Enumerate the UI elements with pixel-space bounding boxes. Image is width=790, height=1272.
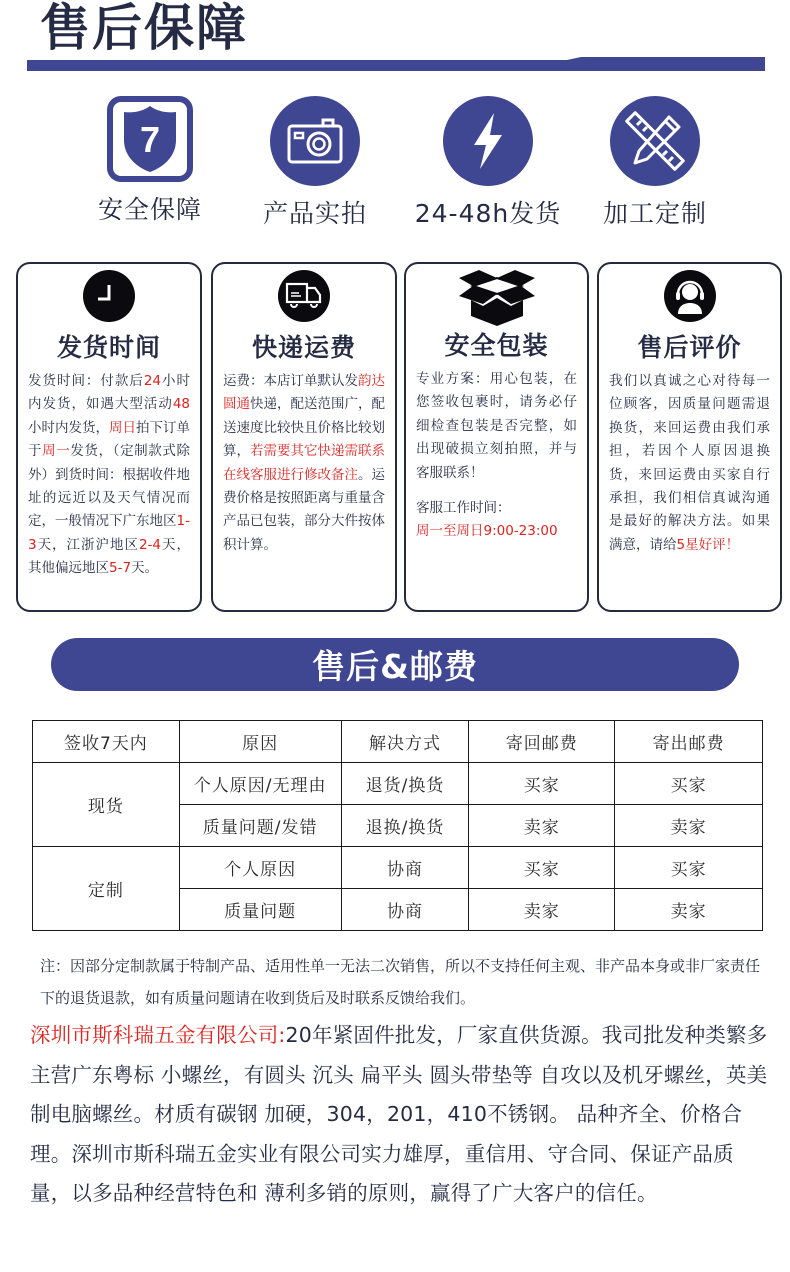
send-fee-cell: 卖家 — [615, 889, 763, 931]
feature-real-photo — [225, 96, 405, 230]
header-cell: 寄回邮费 — [469, 721, 615, 763]
send-fee-cell: 卖家 — [615, 805, 763, 847]
solution-cell: 协商 — [341, 847, 469, 889]
header-cell: 寄出邮费 — [615, 721, 763, 763]
reason-cell: 个人原因/无理由 — [179, 763, 341, 805]
card-title: 快递运费 — [251, 333, 356, 362]
feature-label: 24-48h发货 — [414, 199, 562, 228]
header-cell: 解决方式 — [341, 721, 469, 763]
card-shipping-time — [16, 262, 202, 612]
return-fee-cell: 卖家 — [469, 805, 615, 847]
card-review — [597, 262, 782, 612]
company-name: 深圳市斯科瑞五金有限公司: — [30, 1023, 286, 1047]
feature-label: 产品实拍 — [262, 199, 367, 228]
card-body: 发货时间：付款后24小时内发货，如遇大型活动48小时内发货，周日拍下订单于周一发货，（定制款式除外）到货时间：根据收件地址的远近以及天气情况而定，一般情况下广东地区1-3天，江浙沪地区2-4天，其他偏远地区5-7天。 — [28, 373, 191, 577]
shield-7-icon — [107, 96, 193, 182]
lightning-icon — [443, 96, 533, 186]
service-hours-value: 周一至周日9:00-23:00 — [416, 523, 558, 540]
reason-cell: 质量问题 — [179, 889, 341, 931]
card-body: 我们以真诚之心对待每一位顾客，因质量问题需退换货，来回运费由我们承担，若因个人原因退换货，来回运费由买家自行承担，我们相信真诚沟通是最好的解决方法。如果满意，请给5星好评！ — [609, 373, 770, 553]
header-cell: 签收7天内 — [33, 721, 180, 763]
company-description: 20年紧固件批发，厂家直供货源。我司批发种类繁多 主营广东粤标 小螺丝，有圆头 沉头 扁平头 圆头带垫等 自攻以及机牙螺丝，英美制电脑螺丝。材质有碳钢 加硬，304，201，410不锈钢。 品种齐全、价格合理。深圳市斯科瑞五金实业有限公司实力雄厚，重信用、守合同、保证产品质量，以多品种经营特色和 薄利多销的原则，赢得了广大客户的信任。 — [30, 1023, 768, 1205]
title-underline-bar — [27, 57, 765, 71]
send-fee-cell: 买家 — [615, 847, 763, 889]
reason-cell: 质量问题/发错 — [179, 805, 341, 847]
card-body: 专业方案：用心包装，在您签收包裹时，请务必仔细检查包装是否完整，如出现破损立刻拍照，并与客服联系！ 客服工作时间： 周一至周日9:00-23:00 — [406, 368, 587, 544]
company-intro — [30, 1016, 770, 1214]
card-body: 运费：本店订单默认发韵达圆通快递，配送范围广，配送速度比较快且价格比较划算，若需要其它快递需联系在线客服进行修改备注。运费价格是按照距离与重量含产品已包装，部分大件按体积计算。 — [223, 373, 385, 553]
card-title: 安全包装 — [444, 331, 549, 360]
return-fee-cell: 卖家 — [469, 889, 615, 931]
feature-label: 安全保障 — [97, 195, 202, 224]
card-title: 发货时间 — [56, 333, 161, 362]
clock-icon — [83, 270, 135, 322]
card-title: 售后评价 — [637, 333, 742, 362]
card-shipping-fee — [211, 262, 397, 612]
table-row — [33, 847, 763, 889]
camera-icon — [270, 96, 360, 186]
section-banner-title: 售后&邮费 — [312, 647, 478, 686]
solution-cell: 协商 — [341, 889, 469, 931]
solution-cell: 退换/换货 — [341, 805, 469, 847]
package-box-icon — [457, 270, 537, 326]
customer-service-icon — [664, 270, 716, 322]
return-fee-cell: 买家 — [469, 763, 615, 805]
reason-cell: 个人原因 — [179, 847, 341, 889]
card-packaging — [404, 262, 589, 612]
send-fee-cell: 买家 — [615, 763, 763, 805]
table-header-row — [33, 721, 763, 763]
feature-label: 加工定制 — [602, 199, 707, 228]
return-fee-cell: 买家 — [469, 847, 615, 889]
feature-shipping-time — [398, 96, 578, 230]
ruler-pencil-icon — [610, 96, 700, 186]
section-banner — [51, 638, 739, 691]
svg-text:7: 7 — [139, 119, 161, 160]
service-hours-label: 客服工作时间： — [416, 500, 511, 517]
feature-row — [0, 96, 790, 236]
feature-custom — [565, 96, 745, 230]
feature-safety — [60, 96, 240, 226]
page-title: 售后保障 — [40, 0, 248, 57]
disclaimer-note: 注：因部分定制款属于特制产品、适用性单一无法二次销售，所以不支持任何主观、非产品本身或非厂家责任下的退货退款，如有质量问题请在收到货后及时联系反馈给我们。 — [40, 957, 761, 1007]
solution-cell: 退货/换货 — [341, 763, 469, 805]
header-cell: 原因 — [179, 721, 341, 763]
table-row — [33, 763, 763, 805]
category-cell: 定制 — [33, 847, 180, 931]
category-cell: 现货 — [33, 763, 180, 847]
delivery-truck-icon — [278, 270, 330, 322]
info-cards — [0, 260, 790, 612]
fee-table — [32, 720, 763, 931]
